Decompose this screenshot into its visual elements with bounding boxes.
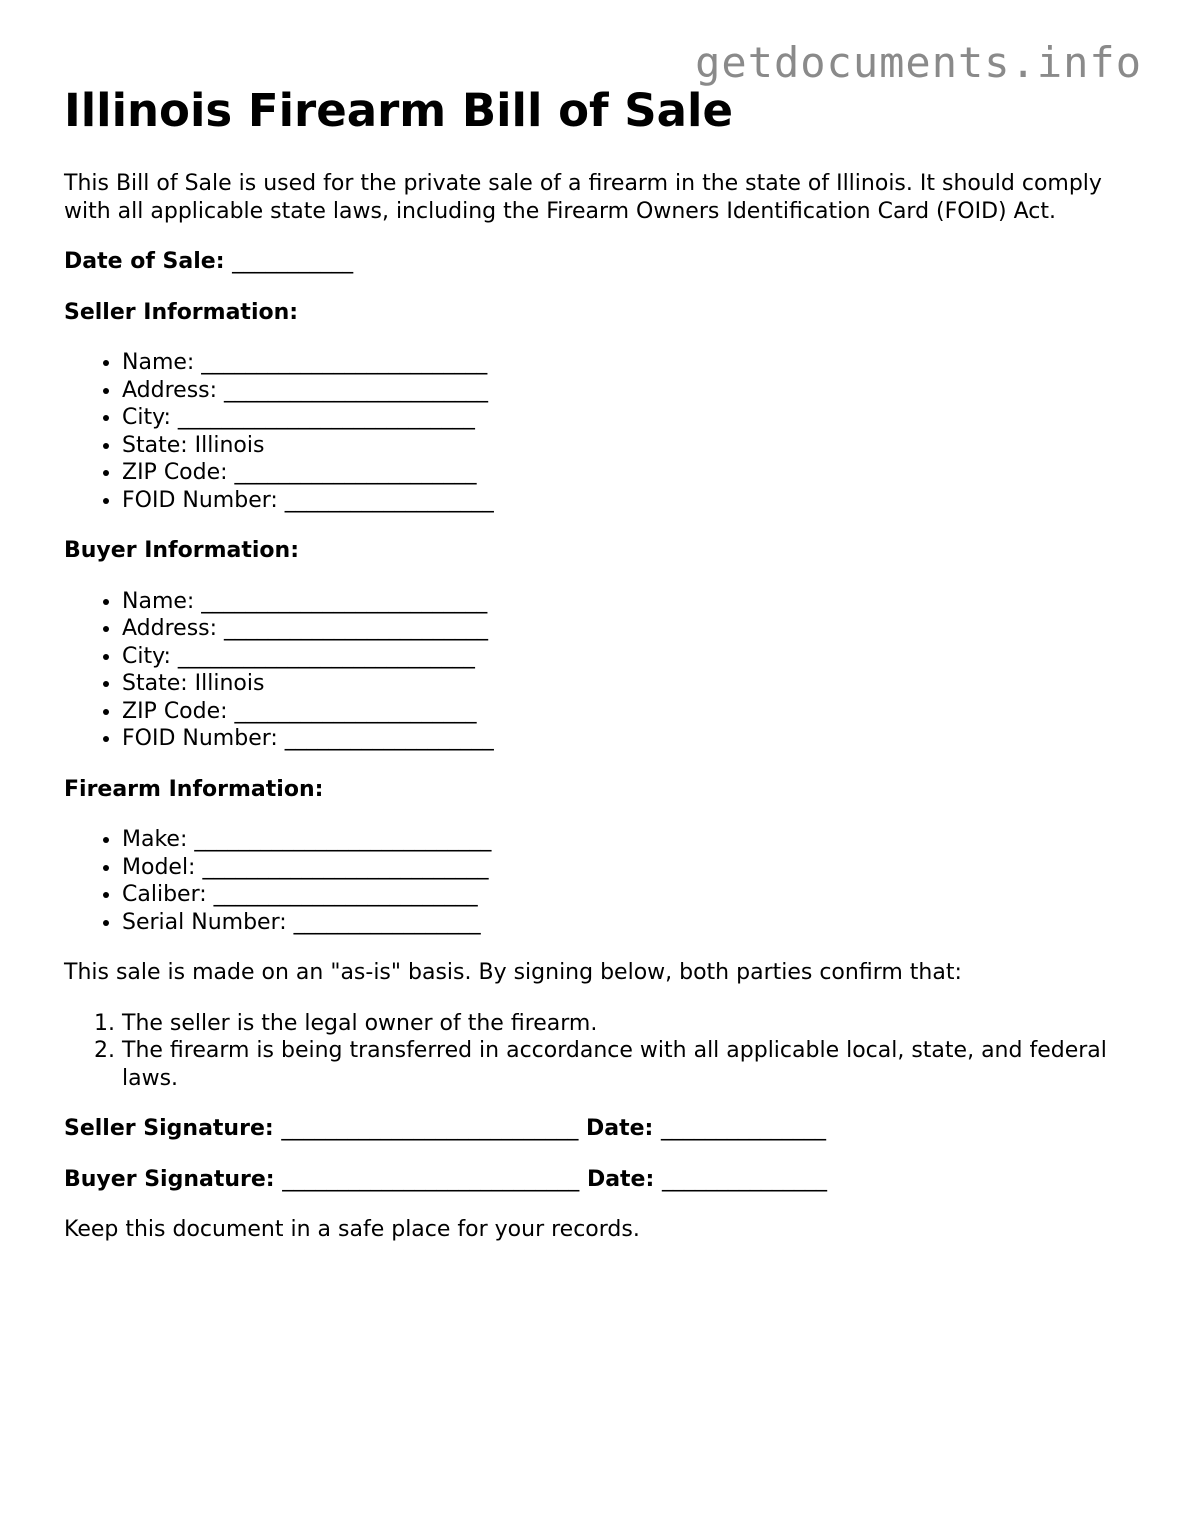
as-is-statement: This sale is made on an "as-is" basis. By signing below, both parties confirm that: bbox=[64, 960, 962, 985]
list-item: • City: ___________________________ bbox=[122, 404, 1124, 432]
seller-date-blank: _______________ bbox=[661, 1116, 827, 1141]
firearm-heading: Firearm Information: bbox=[64, 776, 324, 802]
list-item: • Serial Number: _________________ bbox=[122, 909, 1124, 937]
list-item: • ZIP Code: ______________________ bbox=[122, 459, 1124, 487]
buyer-date-blank: _______________ bbox=[661, 1166, 827, 1192]
buyer-signature-label: Buyer Signature: bbox=[64, 1166, 275, 1192]
date-of-sale-line bbox=[64, 248, 1124, 276]
list-item: • Make: ___________________________ bbox=[122, 826, 1124, 854]
seller-signature-label: Seller Signature: bbox=[64, 1116, 274, 1141]
seller-heading: Seller Information: bbox=[64, 299, 299, 325]
footer-note: Keep this document in a safe place for your records. bbox=[64, 1217, 640, 1242]
list-item: 2. The firearm is being transferred in accordance with all applicable local, state, and federal laws. bbox=[122, 1037, 1124, 1092]
document-page bbox=[64, 84, 1124, 1244]
list-item: • Model: __________________________ bbox=[122, 854, 1124, 882]
date-of-sale-label: Date of Sale: bbox=[64, 249, 225, 274]
seller-signature-line bbox=[64, 1115, 1124, 1143]
seller-list bbox=[64, 349, 1124, 514]
buyer-list bbox=[64, 588, 1124, 753]
firearm-list bbox=[64, 826, 1124, 936]
intro-paragraph: This Bill of Sale is used for the private sale of a firearm in the state of Illinois. It should comply with all applicable state laws, including the Firearm Owners Identification Card (FOID) Act. bbox=[64, 171, 1102, 224]
date-of-sale-blank: ___________ bbox=[232, 249, 354, 274]
seller-date-label: Date: bbox=[586, 1116, 654, 1141]
document-title: Illinois Firearm Bill of Sale bbox=[64, 84, 733, 137]
list-item: • Name: __________________________ bbox=[122, 349, 1124, 377]
list-item: • City: ___________________________ bbox=[122, 643, 1124, 671]
watermark-text: getdocuments.info bbox=[695, 38, 1142, 87]
list-item: • State: Illinois bbox=[122, 432, 1124, 460]
list-item: • ZIP Code: ______________________ bbox=[122, 698, 1124, 726]
list-item: • Address: ________________________ bbox=[122, 377, 1124, 405]
seller-signature-blank: ___________________________ bbox=[281, 1116, 579, 1141]
list-item: • State: Illinois bbox=[122, 670, 1124, 698]
list-item: • Address: ________________________ bbox=[122, 615, 1124, 643]
buyer-signature-blank: ___________________________ bbox=[282, 1166, 580, 1192]
list-item: 1. The seller is the legal owner of the firearm. bbox=[122, 1010, 1124, 1038]
list-item: • Caliber: ________________________ bbox=[122, 881, 1124, 909]
list-item: • Name: __________________________ bbox=[122, 588, 1124, 616]
confirmation-list bbox=[64, 1010, 1124, 1093]
buyer-date-label: Date: bbox=[586, 1166, 655, 1192]
list-item: • FOID Number: ___________________ bbox=[122, 487, 1124, 515]
buyer-signature-line bbox=[64, 1166, 1124, 1194]
buyer-heading: Buyer Information: bbox=[64, 538, 299, 563]
list-item: • FOID Number: ___________________ bbox=[122, 725, 1124, 753]
